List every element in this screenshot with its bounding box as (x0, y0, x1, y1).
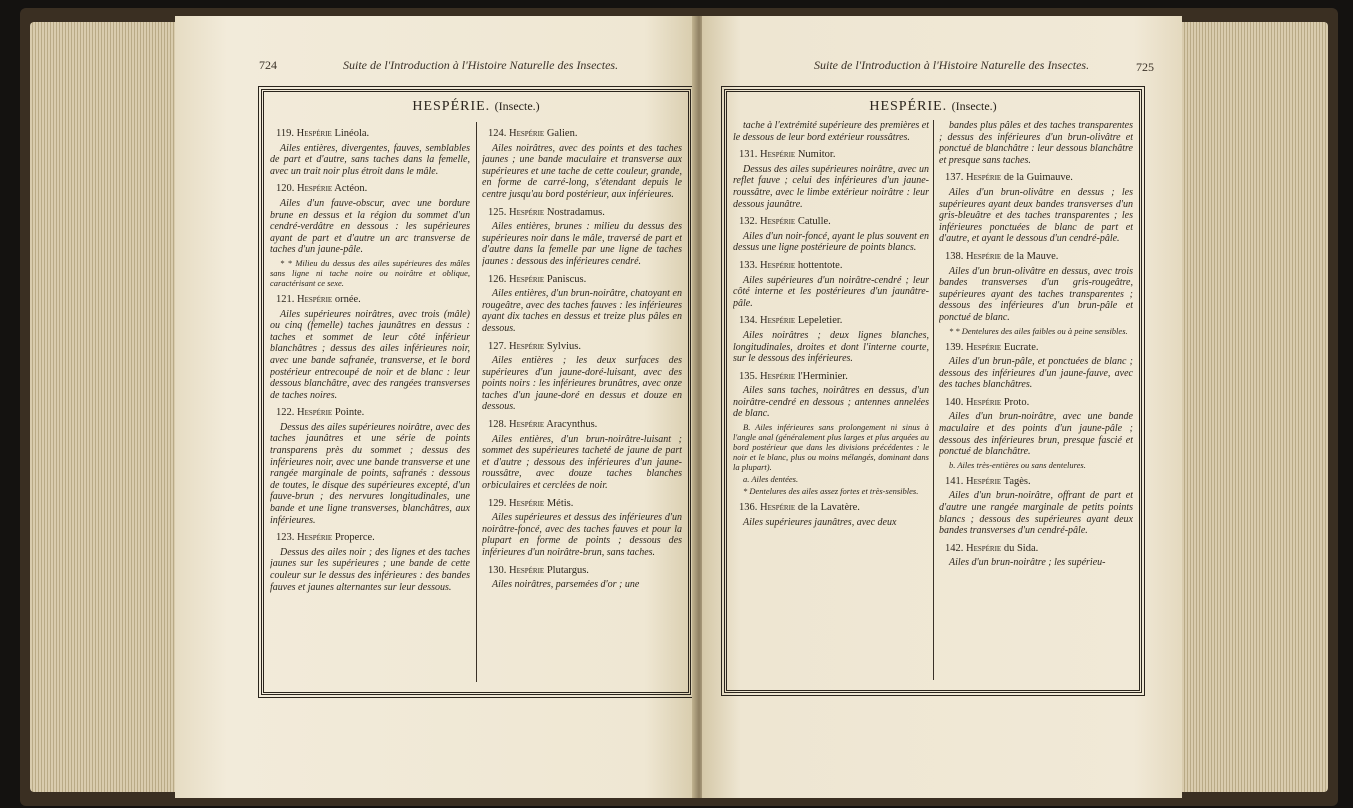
entry-genus: Hespérie (509, 273, 545, 285)
entry-heading (945, 476, 1133, 488)
entry-genus: Hespérie (760, 502, 796, 514)
entry-description: Ailes supérieures et dessus des inférieures d'un noirâtre-foncé, avec des taches fauves et pour la plupart en forme de points ; dessous des inférieures d'un noirâtre-brun, sans taches. (482, 512, 682, 558)
entry-heading (488, 498, 682, 510)
entry-number: 133. (739, 259, 758, 271)
column-2 (482, 122, 682, 688)
entry-description: Ailes sans taches, noirâtres en dessus, d'un noirâtre-cendré en dessous ; antennes annelées de blanc. (733, 385, 929, 420)
entry-genus: Hespérie (760, 259, 796, 271)
section-note: a. Ailes dentées. (743, 474, 799, 485)
text-frame (724, 89, 1142, 693)
entry-name: Lepeletier. (797, 315, 843, 327)
entry-genus: Hespérie (966, 542, 1002, 554)
entry-description: Ailes supérieures noirâtres, avec trois (mâle) ou cinq (femelle) taches jaunâtres en dessus : taches et sommet de leur côté inférieur blanchâtres ; dessus des ailes inférieures noir, avec une bande safranée, transverse, et le bord postérieur entrecoupé de noir et de blanc : leur dessous blanchâtre, avec des rangées transverses de taches noires. (270, 308, 470, 401)
entry-number: 139. (945, 341, 964, 353)
entry-name: Properce. (334, 532, 375, 544)
entry-heading (488, 341, 682, 353)
entry-name: Paniscus. (546, 273, 587, 285)
entry-name: Linéola. (334, 128, 370, 139)
entry-number: 127. (488, 340, 507, 352)
entry-heading (488, 128, 682, 140)
entry-description: Dessus des ailes noir ; des lignes et des taches jaunes sur les supérieures ; une bande de cette couleur sur le dessus des inférieures : des bandes fauves et jaunes alternantes sur leur dessous. (270, 546, 470, 593)
entry-name: Aracynthus. (546, 419, 598, 431)
page-edges-left (30, 22, 180, 792)
entry-name: Proto. (1003, 396, 1030, 408)
entry-genus: Hespérie (760, 315, 796, 327)
entry-description: Dessus des ailes supérieures noirâtre, avec un reflet fauve ; celui des inférieures d'un jaune-roussâtre, avec le limbe extérieur noirâtre : leur dessous jaunâtre. (733, 163, 929, 210)
entry-description: Ailes d'un noir-foncé, ayant le plus souvent en dessus une ligne postérieure de points blancs. (733, 230, 929, 254)
column-divider (933, 120, 934, 680)
entry-description: Ailes d'un brun-olivâtre en dessus ; les supérieures ayant deux bandes transverses d'un gris-bleuâtre et des taches transparentes ; les inférieures ponctuées de blanc de part et d'autre, et ayant le dessous d'un cendré-pâle. (939, 186, 1133, 245)
title-subtitle: (Insecte.) (951, 99, 997, 113)
entry-genus: Hespérie (760, 149, 796, 161)
entry-number: 126. (488, 273, 507, 285)
entry-number: 140. (945, 396, 964, 408)
entry-heading (488, 274, 682, 286)
entry-genus: Hespérie (297, 293, 333, 305)
entry-description: Ailes d'un fauve-obscur, avec une bordure brune en dessus et la région du sommet d'un cendré-verdâtre en dessous : les supérieures ayant de part et d'autre un arc transverse de taches d'un jaune-pâle. (270, 197, 470, 256)
entry-description: Ailes entières, d'un brun-noirâtre, chatoyant en rougeâtre, avec des taches fauves : les inférieures ayant dix taches en dessus et treize plus pâles en dessous. (482, 288, 682, 334)
entry-genus: Hespérie (509, 340, 545, 352)
entry-description: Dessus des ailes supérieures noirâtre, avec des taches jaunâtres et une série de points transparens près du sommet ; dessus des inférieures noir, avec une bande transverse et une rangée marginale de points, safranés : dessous de toutes, le disque des supérieures excepté, d'un fauve-brun ; des nervures longitudinales, une bande et une ligne transverses, blanchâtres, aux inférieures. (270, 421, 470, 526)
entry-heading (739, 216, 929, 228)
entry-name: Nostradamus. (546, 206, 605, 218)
entry-genus: Hespérie (966, 341, 1002, 353)
entry-name: Eucrate. (1003, 341, 1039, 353)
entry-genus: Hespérie (297, 532, 333, 544)
entry-number: 131. (739, 149, 758, 161)
right-page (702, 16, 1182, 798)
entry-genus: Hespérie (966, 396, 1002, 408)
entry-number: 129. (488, 497, 507, 509)
entry-number: 136. (739, 502, 758, 514)
entry-name: ornée. (334, 293, 361, 305)
entry-number: 135. (739, 370, 758, 382)
running-head: Suite de l'Introduction à l'Histoire Naturelle des Insectes. (343, 58, 619, 72)
entry-number: 138. (945, 250, 964, 262)
entry-name: Pointe. (334, 407, 365, 419)
entry-name: de la Guimauve. (1003, 172, 1073, 184)
entry-name: Tagès. (1003, 475, 1031, 487)
entry-description: Ailes d'un brun-olivâtre en dessus, avec trois bandes transverses d'un gris-rougeâtre, supérieures ayant des taches transparentes ; dessous des inférieures d'un brun-pâle et ponctué de blanc. (939, 265, 1133, 323)
entry-number: 124. (488, 128, 507, 139)
entry-description: Ailes noirâtres ; deux lignes blanches, longitudinales, droites et dont l'interne courte, sur le dessous des inférieures. (733, 329, 929, 365)
entry-heading (945, 342, 1133, 354)
entry-heading (276, 294, 470, 306)
text-frame (261, 89, 691, 695)
entry-name: de la Lavatère. (797, 502, 860, 514)
entry-genus: Hespérie (509, 128, 545, 139)
title-text: HESPÉRIE. (869, 99, 948, 114)
entry-heading (739, 502, 929, 514)
running-head: Suite de l'Introduction à l'Histoire Naturelle des Insectes. (814, 58, 1090, 72)
entry-name: Métis. (546, 497, 574, 509)
entry-number: 121. (276, 293, 295, 305)
entry-name: Sylvius. (546, 340, 581, 352)
entry-name: Catulle. (797, 216, 831, 228)
column-1 (733, 120, 929, 686)
entry-heading (739, 315, 929, 327)
entry-description: Ailes supérieures jaunâtres, avec deux (743, 516, 897, 528)
entry-number: 132. (739, 216, 758, 228)
entry-number: 123. (276, 532, 295, 544)
entry-description: Ailes supérieures d'un noirâtre-cendré ; leur côté interne et les postérieures d'un jaunâtre-pâle. (733, 274, 929, 309)
section-note: bandes plus pâles et des taches transparentes ; dessus des inférieures d'un brun-olivâtre et ponctué de blanchâtre : leur dessous blanchâtre et presque sans taches. (939, 120, 1133, 166)
entry-genus: Hespérie (966, 475, 1002, 487)
entry-description: Ailes entières, brunes : milieu du dessus des supérieures noir dans le mâle, traversé de part et d'autre dans la femelle par une ligne de taches jaunes : dessous des inférieures cendré. (482, 221, 682, 267)
column-1 (270, 122, 470, 688)
entry-heading (945, 251, 1133, 263)
entry-number: 142. (945, 542, 964, 554)
entry-description: Ailes entières ; les deux surfaces des supérieures d'un jaune-doré-luisant, avec des points noirs : les inférieures brunâtres, avec onze taches d'un jaune-doré en dessus et douze en dessous. (482, 355, 682, 413)
plate-title (264, 99, 688, 115)
section-note: * Dentelures des ailes assez fortes et très-sensibles. (743, 486, 919, 497)
entry-heading (945, 172, 1133, 184)
entry-heading (739, 260, 929, 272)
entry-description: Ailes entières, d'un brun-noirâtre-luisant ; sommet des supérieures tacheté de jaune de part et d'autre ; dessous des inférieures d'un jaune-roussâtre, avec douze taches blanches orbiculaires et cerclées de noir. (482, 433, 682, 492)
entry-number: 119. (276, 128, 294, 139)
entry-number: 125. (488, 206, 507, 218)
entry-heading (739, 371, 929, 383)
entry-genus: Hespérie (509, 497, 545, 509)
entry-genus: Hespérie (760, 216, 796, 228)
entry-description: Ailes noirâtres, avec des points et des taches jaunes ; une bande maculaire et transverse aux supérieures et une tache de cette couleur, grande, en forme de carré-long, s'étendant depuis le centre jusqu'au bord postérieur, aux inférieures. (482, 142, 682, 200)
entry-name: Galien. (546, 128, 578, 139)
page-edges-right (1178, 22, 1328, 792)
entry-description: Ailes d'un brun-noirâtre ; les supérieu- (949, 557, 1106, 569)
entry-genus: Hespérie (297, 183, 333, 195)
entry-name: Plutargus. (546, 564, 589, 576)
entry-number: 120. (276, 183, 295, 195)
entry-number: 122. (276, 407, 295, 419)
section-note: * * Dentelures des ailes faibles ou à peine sensibles. (949, 325, 1128, 336)
entry-description: Ailes d'un brun-pâle, et ponctuées de blanc ; dessous des inférieures d'un jaune-fauve, avec des taches blanchâtres. (939, 356, 1133, 391)
entry-name: du Sida. (1003, 542, 1039, 554)
entry-number: 134. (739, 315, 758, 327)
entry-genus: Hespérie (509, 419, 545, 431)
section-note: tache à l'extrémité supérieure des premières et le dessous de leur bord extérieur roussâtres. (733, 120, 929, 143)
entry-genus: Hespérie (296, 128, 332, 139)
plate-title (727, 99, 1139, 115)
entry-heading (276, 532, 470, 544)
column-2 (939, 120, 1133, 686)
entry-description: Ailes entières, divergentes, fauves, semblables de part et d'autre, sans taches dans la femelle, avec un trait noir plus étroit dans le mâle. (270, 142, 470, 177)
entry-genus: Hespérie (760, 370, 796, 382)
entry-genus: Hespérie (509, 564, 545, 576)
entry-description: Ailes d'un brun-noirâtre, avec une bande maculaire et des points d'un jaune-pâle ; dessous des inférieures brun, presque fascié et ponctué de blanchâtre. (939, 411, 1133, 458)
entry-description: Ailes d'un brun-noirâtre, offrant de part et d'autre une rangée marginale de petits points blancs ; dessous des supérieures ayant deux bandes transverses d'un cendré-pâle. (939, 490, 1133, 537)
entry-number: 141. (945, 475, 964, 487)
section-note: b. Ailes très-entières ou sans dentelures. (949, 459, 1086, 470)
title-subtitle: (Insecte.) (494, 99, 540, 113)
entry-heading (945, 543, 1133, 555)
entry-name: hottentote. (797, 259, 843, 271)
entry-genus: Hespérie (509, 206, 545, 218)
entry-genus: Hespérie (297, 407, 333, 419)
page-number: 725 (1136, 60, 1154, 74)
entry-genus: Hespérie (966, 172, 1002, 184)
entry-name: Actéon. (334, 183, 368, 195)
entry-description: Ailes noirâtres, parsemées d'or ; une (492, 579, 640, 591)
section-note: B. Ailes inférieures sans prolongement ni sinus à l'angle anal (généralement plus larges et plus arquées au bord postérieur que dans les divisions précédentes : le noir et le blanc, plus ou moins mélangés, dominant dans la plupart). (733, 422, 929, 473)
entry-heading (276, 407, 470, 419)
page-number: 724 (259, 58, 277, 72)
entry-heading (276, 128, 470, 140)
entry-name: l'Herminier. (797, 370, 848, 382)
entry-number: 128. (488, 419, 507, 431)
entry-heading (488, 565, 682, 577)
entry-number: 137. (945, 172, 964, 184)
entry-heading (488, 207, 682, 219)
section-note: * * Milieu du dessus des ailes supérieures des mâles sans ligne ni tache noire ou noirâtre et oblique, caractérisant ce sexe. (270, 257, 470, 288)
title-text: HESPÉRIE. (412, 99, 491, 114)
entry-name: Numitor. (797, 149, 836, 161)
entry-heading (276, 183, 470, 195)
column-divider (476, 122, 477, 682)
entry-heading (739, 149, 929, 161)
entry-heading (945, 397, 1133, 409)
entry-number: 130. (488, 564, 507, 576)
entry-name: de la Mauve. (1003, 250, 1059, 262)
entry-heading (488, 419, 682, 431)
left-page (175, 16, 697, 798)
entry-genus: Hespérie (966, 250, 1002, 262)
